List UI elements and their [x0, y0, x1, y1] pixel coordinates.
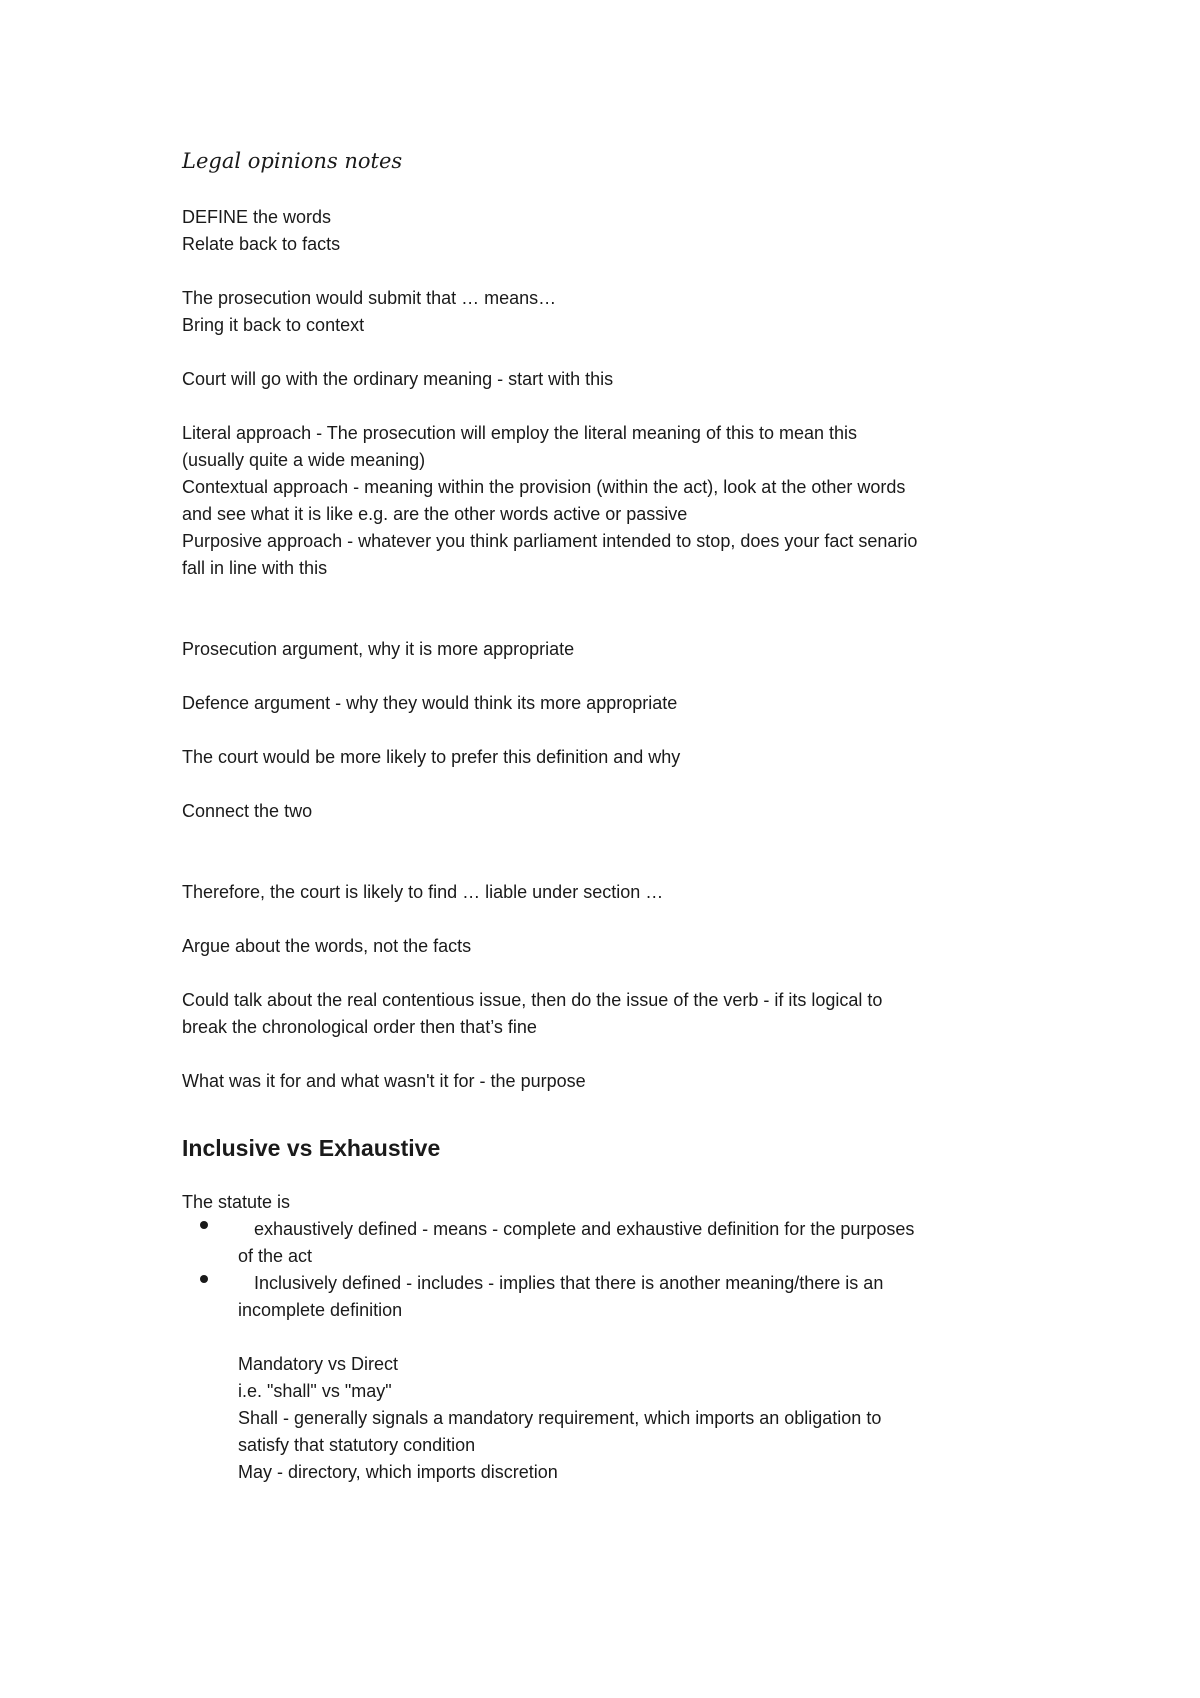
note-line: What was it for and what wasn't it for - the purpose	[182, 1071, 586, 1091]
note-line: Connect the two	[182, 801, 313, 821]
note-line: Relate back to facts	[182, 234, 341, 254]
sub-line: i.e. "shall" vs "may"	[238, 1381, 392, 1401]
note-line: break the chronological order then that’s fine	[182, 1017, 537, 1037]
note-line: DEFINE the words	[182, 207, 332, 227]
sub-line: Shall - generally signals a mandatory requirement, which imports an obligation to	[238, 1408, 882, 1428]
bullet-icon	[200, 1275, 208, 1283]
list-item: exhaustively defined - means - complete and exhaustive definition for the purposes	[254, 1219, 915, 1239]
note-line: Therefore, the court is likely to find … liable under section …	[182, 882, 664, 902]
sub-line: Mandatory vs Direct	[238, 1354, 399, 1374]
note-line: The prosecution would submit that … means…	[182, 288, 557, 308]
list-item-continuation: of the act	[238, 1246, 313, 1266]
section-heading: Inclusive vs Exhaustive	[182, 1135, 441, 1161]
note-line: fall in line with this	[182, 558, 328, 578]
list-item-continuation: incomplete definition	[238, 1300, 403, 1320]
note-line: Literal approach - The prosecution will employ the literal meaning of this to mean this	[182, 423, 858, 443]
note-line: Contextual approach - meaning within the provision (within the act), look at the other words	[182, 477, 906, 497]
note-line: (usually quite a wide meaning)	[182, 450, 426, 470]
section-intro: The statute is	[182, 1192, 291, 1212]
note-line: The court would be more likely to prefer this definition and why	[182, 747, 681, 767]
note-line: Purposive approach - whatever you think parliament intended to stop, does your fact senario	[182, 531, 918, 551]
note-line: Bring it back to context	[182, 315, 365, 335]
note-line: and see what it is like e.g. are the other words active or passive	[182, 504, 688, 524]
sub-line: satisfy that statutory condition	[238, 1435, 476, 1455]
list-item: Inclusively defined - includes - implies that there is another meaning/there is an	[254, 1273, 884, 1293]
sub-line: May - directory, which imports discretion	[238, 1462, 558, 1482]
document-title: Legal opinions notes	[182, 149, 403, 173]
note-line: Prosecution argument, why it is more appropriate	[182, 639, 575, 659]
note-line: Argue about the words, not the facts	[182, 936, 472, 956]
bullet-icon	[200, 1221, 208, 1229]
note-line: Defence argument - why they would think its more appropriate	[182, 693, 678, 713]
note-line: Could talk about the real contentious issue, then do the issue of the verb - if its logical to	[182, 990, 883, 1010]
note-line: Court will go with the ordinary meaning - start with this	[182, 369, 614, 389]
